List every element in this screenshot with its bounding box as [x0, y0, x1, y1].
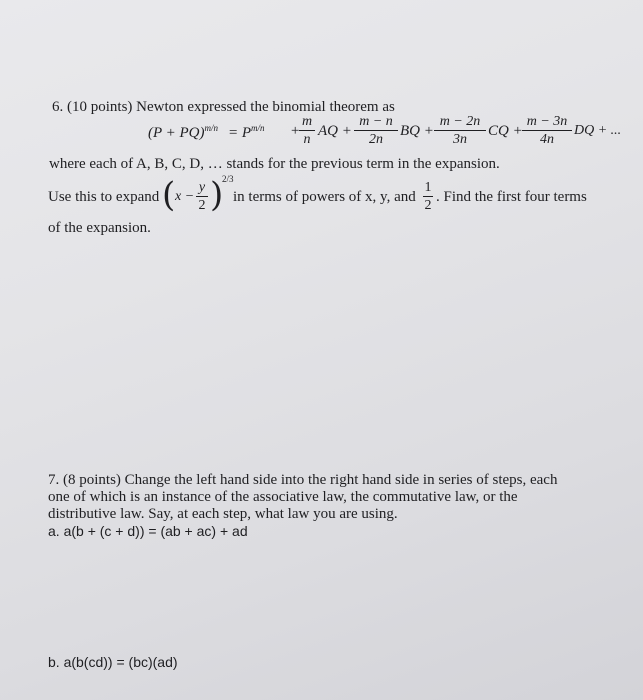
fraction-4-num: m − 3n [526, 114, 568, 129]
q6-use-prefix: Use this to expand [48, 189, 160, 205]
fraction-3-num: m − 2n [439, 114, 481, 129]
q7-line-2: one of which is an instance of the associative law, the commutative law, or the [48, 489, 518, 505]
p-exponent: m/n [251, 123, 265, 133]
expr-exponent: 2/3 [222, 174, 234, 184]
fraction-1-bar [299, 130, 315, 131]
expr-x-minus: x − [175, 189, 195, 204]
q6-header: 6. (10 points) Newton expressed the binomial theorem as [52, 99, 395, 115]
q7-part-a: a. a(b + (c + d)) = (ab + ac) + ad [48, 523, 248, 539]
lhs-exponent: m/n [204, 123, 218, 133]
fraction-1-num: m [301, 114, 313, 129]
fraction-1 [299, 114, 315, 147]
term-cq: CQ + [488, 123, 523, 139]
q7-part-b: b. a(b(cd)) = (bc)(ad) [48, 654, 178, 670]
fraction-4 [522, 114, 572, 147]
left-paren: ( [162, 175, 176, 215]
fraction-2-num: m − n [359, 114, 393, 129]
formula-p-term [228, 123, 265, 142]
fraction-4-den: 4n [540, 132, 554, 147]
fraction-y-den: 2 [198, 198, 206, 213]
equals-p: = P [228, 125, 252, 141]
q7-line-1: 7. (8 points) Change the left hand side into the right hand side in series of steps, each [48, 472, 558, 488]
bleed-through-text [109, 10, 114, 26]
term-aq: AQ + [318, 123, 352, 139]
fraction-4-bar [522, 130, 572, 131]
q7-line-3: distributive law. Say, at each step, what law you are using. [48, 506, 398, 522]
term-bq: BQ + [400, 123, 434, 139]
q6-use-suffix: . Find the first four terms [436, 189, 587, 205]
half-den: 2 [424, 198, 432, 213]
plus-sign: + [290, 123, 301, 139]
q6-last-line: of the expansion. [48, 220, 151, 236]
fraction-2-den: 2n [369, 132, 383, 147]
half-bar [423, 196, 433, 197]
term-dq: DQ + ... [574, 123, 622, 138]
lhs-base: (P + PQ) [148, 125, 205, 141]
fraction-y-over-2 [196, 180, 208, 213]
fraction-one-half [423, 180, 433, 213]
fraction-3 [434, 114, 486, 147]
formula-lhs [148, 123, 218, 142]
right-paren: ) [210, 175, 224, 215]
half-num: 1 [424, 180, 432, 195]
fraction-y-bar [196, 196, 208, 197]
fraction-3-bar [434, 130, 486, 131]
q6-where-line: where each of A, B, C, D, … stands for the previous term in the expansion. [49, 156, 500, 172]
fraction-y-num: y [198, 180, 206, 195]
q6-use-mid: in terms of powers of x, y, and [233, 189, 416, 205]
fraction-1-den: n [303, 132, 311, 147]
fraction-3-den: 3n [453, 132, 467, 147]
fraction-2-bar [354, 130, 398, 131]
fraction-2 [354, 114, 398, 147]
